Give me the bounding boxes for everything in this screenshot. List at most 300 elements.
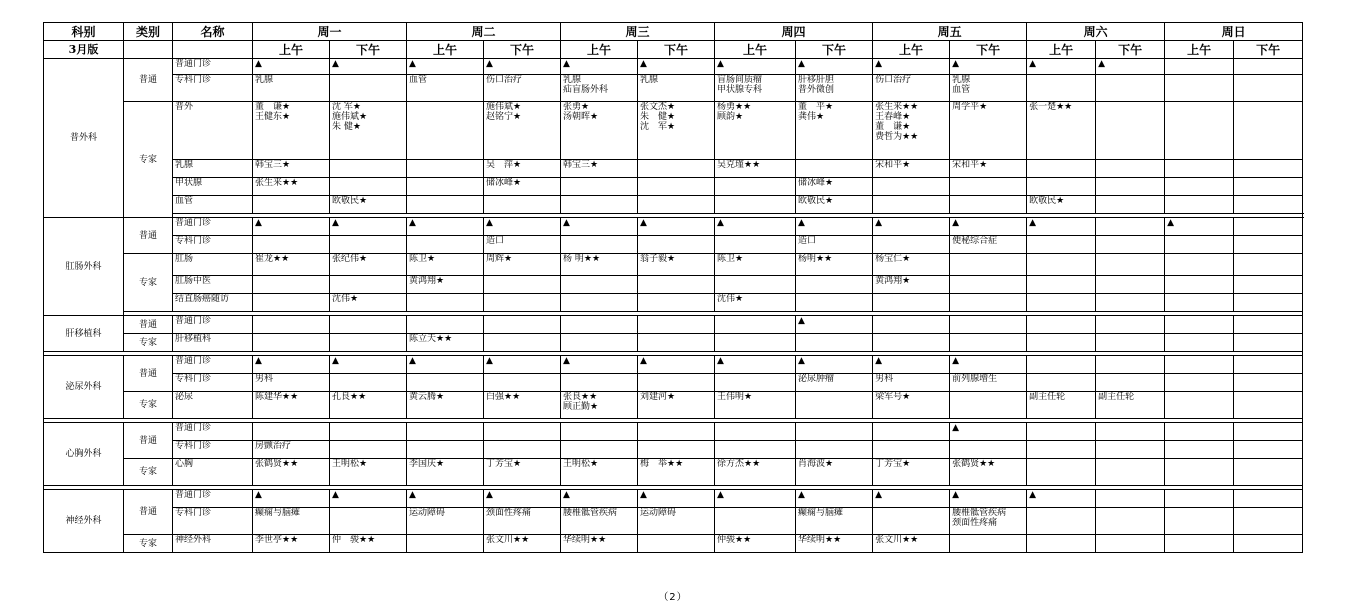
schedule-cell xyxy=(1027,160,1096,178)
clinic-name-cell: 专科门诊 xyxy=(173,441,253,459)
schedule-cell xyxy=(638,441,715,459)
category-cell: 专家 xyxy=(124,334,173,352)
schedule-cell xyxy=(873,196,950,214)
general-clinic-marker: ▲ xyxy=(1027,490,1096,508)
header-am: 上午 xyxy=(1027,41,1096,59)
schedule-cell xyxy=(1027,459,1096,486)
general-clinic-marker: ▲ xyxy=(407,490,484,508)
schedule-cell xyxy=(330,178,407,196)
schedule-cell: 杨宝仁★ xyxy=(873,254,950,276)
schedule-cell: 张文川★★ xyxy=(873,535,950,553)
table-row xyxy=(44,102,1303,160)
general-clinic-marker: ▲ xyxy=(330,356,407,374)
clinic-name-cell: 普外 xyxy=(173,102,253,160)
schedule-cell xyxy=(484,276,561,294)
table-row xyxy=(44,236,1303,254)
category-cell: 普通 xyxy=(124,490,173,535)
table-row xyxy=(44,316,1303,334)
schedule-cell xyxy=(1096,459,1165,486)
schedule-cell: 肝移肝胆 普外微创 xyxy=(796,75,873,102)
schedule-cell xyxy=(873,236,950,254)
general-clinic-marker: ▲ xyxy=(950,218,1027,236)
table-row xyxy=(44,392,1303,419)
schedule-cell: 张生来★★ xyxy=(253,178,330,196)
schedule-cell xyxy=(873,294,950,312)
schedule-cell xyxy=(561,276,638,294)
schedule-cell: 华续明★★ xyxy=(561,535,638,553)
schedule-cell xyxy=(330,160,407,178)
schedule-cell: 梁军号★ xyxy=(873,392,950,419)
schedule-cell xyxy=(873,508,950,535)
schedule-cell xyxy=(1027,75,1096,102)
header-day: 周二 xyxy=(407,23,561,41)
schedule-cell xyxy=(1027,236,1096,254)
header-row-halfday xyxy=(44,41,1303,59)
table-row xyxy=(44,356,1303,374)
general-clinic-marker: ▲ xyxy=(253,356,330,374)
header-pm: 下午 xyxy=(484,41,561,59)
schedule-cell: 李国庆★ xyxy=(407,459,484,486)
schedule-cell xyxy=(407,423,484,441)
schedule-cell xyxy=(253,294,330,312)
schedule-cell: 陈建华★★ xyxy=(253,392,330,419)
schedule-cell xyxy=(715,316,796,334)
header-row-days xyxy=(44,23,1303,41)
schedule-cell xyxy=(638,276,715,294)
schedule-cell: 欧敬民★ xyxy=(796,196,873,214)
clinic-name-cell: 结直肠癌随访 xyxy=(173,294,253,312)
header-day: 周一 xyxy=(253,23,407,41)
clinic-name-cell: 普通门诊 xyxy=(173,316,253,334)
table-row xyxy=(44,196,1303,214)
schedule-cell xyxy=(1234,508,1303,535)
general-clinic-marker: ▲ xyxy=(873,218,950,236)
schedule-cell xyxy=(638,196,715,214)
schedule-cell xyxy=(1096,316,1165,334)
general-clinic-marker: ▲ xyxy=(715,490,796,508)
schedule-cell: 施伟斌★ 赵铭宁★ xyxy=(484,102,561,160)
schedule-cell: 陈卫★ xyxy=(407,254,484,276)
schedule-cell xyxy=(1165,160,1234,178)
schedule-cell xyxy=(407,441,484,459)
schedule-cell: 李世亭★★ xyxy=(253,535,330,553)
schedule-cell xyxy=(950,535,1027,553)
schedule-cell xyxy=(1096,75,1165,102)
general-clinic-marker: ▲ xyxy=(253,218,330,236)
schedule-cell: 副主任轮 xyxy=(1096,392,1165,419)
header-day: 周五 xyxy=(873,23,1027,41)
schedule-cell xyxy=(484,423,561,441)
schedule-cell: 男科 xyxy=(873,374,950,392)
schedule-cell xyxy=(1165,374,1234,392)
schedule-cell: 黄鸿翔★ xyxy=(407,276,484,294)
schedule-cell xyxy=(561,374,638,392)
schedule-cell xyxy=(950,294,1027,312)
schedule-cell: 丁芳宝★ xyxy=(484,459,561,486)
header-cat: 类别 xyxy=(124,23,173,41)
table-row xyxy=(44,334,1303,352)
schedule-cell: 血管 xyxy=(407,75,484,102)
general-clinic-marker: ▲ xyxy=(873,59,950,75)
schedule-cell xyxy=(1096,535,1165,553)
schedule-cell xyxy=(561,423,638,441)
schedule-cell xyxy=(1234,392,1303,419)
schedule-cell xyxy=(715,508,796,535)
category-cell: 普通 xyxy=(124,316,173,334)
schedule-cell xyxy=(638,423,715,441)
schedule-cell xyxy=(796,392,873,419)
schedule-cell: 黄鸿翔★ xyxy=(873,276,950,294)
schedule-cell: 泌尿肿瘤 xyxy=(796,374,873,392)
schedule-cell xyxy=(950,276,1027,294)
general-clinic-marker: ▲ xyxy=(1027,218,1096,236)
schedule-cell: 韩宝三★ xyxy=(561,160,638,178)
schedule-cell: 韩宝三★ xyxy=(253,160,330,178)
schedule-cell: 周学平★ xyxy=(950,102,1027,160)
schedule-cell xyxy=(1027,254,1096,276)
category-cell: 普通 xyxy=(124,218,173,254)
schedule-cell: 徐方杰★★ xyxy=(715,459,796,486)
schedule-cell xyxy=(1165,356,1234,374)
schedule-cell: 乳腺 xyxy=(253,75,330,102)
schedule-cell xyxy=(1096,102,1165,160)
schedule-cell xyxy=(330,374,407,392)
general-clinic-marker: ▲ xyxy=(873,490,950,508)
schedule-cell xyxy=(1165,423,1234,441)
schedule-cell: 乳腺 血管 xyxy=(950,75,1027,102)
schedule-cell xyxy=(1234,254,1303,276)
schedule-cell xyxy=(1165,294,1234,312)
category-cell: 专家 xyxy=(124,254,173,312)
header-pm: 下午 xyxy=(330,41,407,59)
schedule-cell xyxy=(638,535,715,553)
table-row xyxy=(44,508,1303,535)
schedule-cell: 杨明★★ xyxy=(796,254,873,276)
schedule-cell xyxy=(1096,423,1165,441)
schedule-cell: 张勇★ 汤朝晖★ xyxy=(561,102,638,160)
schedule-cell: 王伟明★ xyxy=(715,392,796,419)
schedule-cell xyxy=(253,423,330,441)
clinic-name-cell: 专科门诊 xyxy=(173,236,253,254)
schedule-cell xyxy=(1234,334,1303,352)
clinic-name-cell: 普通门诊 xyxy=(173,490,253,508)
general-clinic-marker: ▲ xyxy=(638,490,715,508)
schedule-cell: 造口 xyxy=(484,236,561,254)
clinic-name-cell: 肝移植科 xyxy=(173,334,253,352)
header-day: 周四 xyxy=(715,23,873,41)
general-clinic-marker: ▲ xyxy=(873,356,950,374)
schedule-cell: 杨勇★★ 顾韵★ xyxy=(715,102,796,160)
table-row xyxy=(44,535,1303,553)
category-cell: 专家 xyxy=(124,102,173,218)
header-blank xyxy=(124,41,173,59)
schedule-cell xyxy=(561,441,638,459)
header-am: 上午 xyxy=(1165,41,1234,59)
table-row xyxy=(44,276,1303,294)
schedule-cell xyxy=(407,535,484,553)
header-pm: 下午 xyxy=(950,41,1027,59)
schedule-cell xyxy=(715,178,796,196)
schedule-cell xyxy=(1165,490,1234,508)
schedule-cell xyxy=(484,374,561,392)
schedule-cell xyxy=(1165,334,1234,352)
schedule-cell xyxy=(1096,254,1165,276)
schedule-cell xyxy=(253,316,330,334)
clinic-name-cell: 专科门诊 xyxy=(173,508,253,535)
schedule-cell xyxy=(1234,423,1303,441)
schedule-cell: 陈立天★★ xyxy=(407,334,484,352)
schedule-cell: 男科 xyxy=(253,374,330,392)
general-clinic-marker: ▲ xyxy=(407,356,484,374)
header-pm: 下午 xyxy=(638,41,715,59)
schedule-cell xyxy=(1165,75,1234,102)
general-clinic-marker: ▲ xyxy=(484,218,561,236)
schedule-cell: 沈伟★ xyxy=(715,294,796,312)
schedule-cell xyxy=(253,334,330,352)
department-cell: 普外科 xyxy=(44,59,124,218)
schedule-cell: 梅 举★★ xyxy=(638,459,715,486)
schedule-cell xyxy=(950,441,1027,459)
schedule-cell xyxy=(1165,459,1234,486)
schedule-cell xyxy=(1165,535,1234,553)
general-clinic-marker: ▲ xyxy=(407,218,484,236)
header-am: 上午 xyxy=(561,41,638,59)
schedule-cell xyxy=(1027,178,1096,196)
schedule-cell xyxy=(715,423,796,441)
schedule-cell xyxy=(638,160,715,178)
schedule-cell: 腰椎骶管疾病 颈面性疼痛 xyxy=(950,508,1027,535)
schedule-cell xyxy=(796,334,873,352)
department-cell: 神经外科 xyxy=(44,490,124,553)
schedule-cell xyxy=(715,334,796,352)
schedule-cell: 吴 萍★ xyxy=(484,160,561,178)
general-clinic-marker: ▲ xyxy=(1165,218,1234,236)
schedule-cell: 前列腺增生 xyxy=(950,374,1027,392)
header-day: 周三 xyxy=(561,23,715,41)
header-pm: 下午 xyxy=(1234,41,1303,59)
schedule-cell xyxy=(1027,508,1096,535)
schedule-cell xyxy=(950,392,1027,419)
schedule-cell: 欧敬民★ xyxy=(1027,196,1096,214)
general-clinic-marker: ▲ xyxy=(715,356,796,374)
general-clinic-marker: ▲ xyxy=(561,59,638,75)
schedule-cell: 运动障碍 xyxy=(407,508,484,535)
schedule-cell xyxy=(638,334,715,352)
general-clinic-marker: ▲ xyxy=(561,356,638,374)
page-number: （2） xyxy=(658,592,688,603)
schedule-cell xyxy=(1234,356,1303,374)
schedule-cell xyxy=(561,196,638,214)
general-clinic-marker: ▲ xyxy=(638,356,715,374)
schedule-cell xyxy=(796,441,873,459)
schedule-cell: 储冰峰★ xyxy=(484,178,561,196)
header-am: 上午 xyxy=(715,41,796,59)
schedule-cell xyxy=(1096,374,1165,392)
schedule-cell: 张一楚★★ xyxy=(1027,102,1096,160)
clinic-name-cell: 专科门诊 xyxy=(173,75,253,102)
schedule-cell xyxy=(330,276,407,294)
schedule-cell xyxy=(715,196,796,214)
schedule-cell xyxy=(330,441,407,459)
schedule-cell xyxy=(1027,441,1096,459)
schedule-cell xyxy=(1096,334,1165,352)
schedule-cell xyxy=(1165,441,1234,459)
department-cell: 泌尿外科 xyxy=(44,356,124,419)
schedule-cell xyxy=(561,178,638,196)
general-clinic-marker: ▲ xyxy=(796,218,873,236)
schedule-cell xyxy=(484,316,561,334)
schedule-cell xyxy=(950,316,1027,334)
clinic-name-cell: 专科门诊 xyxy=(173,374,253,392)
schedule-cell: 癫痫与脑瘫 xyxy=(253,508,330,535)
schedule-cell xyxy=(1234,535,1303,553)
schedule-cell xyxy=(1027,535,1096,553)
header-am: 上午 xyxy=(253,41,330,59)
schedule-cell xyxy=(330,316,407,334)
schedule-cell xyxy=(407,196,484,214)
schedule-cell xyxy=(1165,59,1234,75)
schedule-cell xyxy=(1234,490,1303,508)
clinic-name-cell: 甲状腺 xyxy=(173,178,253,196)
department-cell: 心胸外科 xyxy=(44,423,124,486)
schedule-cell xyxy=(1165,236,1234,254)
schedule-cell xyxy=(1096,178,1165,196)
schedule-cell xyxy=(484,441,561,459)
schedule-cell: 黄云腾★ xyxy=(407,392,484,419)
schedule-cell xyxy=(873,334,950,352)
schedule-cell xyxy=(1165,316,1234,334)
schedule-cell xyxy=(1234,294,1303,312)
schedule-cell xyxy=(330,334,407,352)
schedule-cell: 癫痫与脑瘫 xyxy=(796,508,873,535)
header-name: 名称 xyxy=(173,23,253,41)
header-pm: 下午 xyxy=(796,41,873,59)
schedule-cell: 王明松★ xyxy=(561,459,638,486)
clinic-name-cell: 普通门诊 xyxy=(173,356,253,374)
schedule-cell xyxy=(1096,490,1165,508)
schedule-cell xyxy=(1234,374,1303,392)
month-edition: 3月版 xyxy=(44,41,124,59)
table-row xyxy=(44,423,1303,441)
schedule-cell xyxy=(561,316,638,334)
schedule-cell xyxy=(1027,374,1096,392)
table-row xyxy=(44,459,1303,486)
schedule-cell: 张文川★★ xyxy=(484,535,561,553)
schedule-cell xyxy=(1234,59,1303,75)
table-row xyxy=(44,59,1303,75)
general-clinic-marker: ▲ xyxy=(1027,59,1096,75)
schedule-cell xyxy=(873,441,950,459)
schedule-cell xyxy=(561,236,638,254)
schedule-cell: 孔良★★ xyxy=(330,392,407,419)
schedule-cell xyxy=(1027,276,1096,294)
schedule-cell: 董 平★ 龚伟★ xyxy=(796,102,873,160)
schedule-cell: 周辉★ xyxy=(484,254,561,276)
schedule-cell: 便秘综合症 xyxy=(950,236,1027,254)
clinic-name-cell: 血管 xyxy=(173,196,253,214)
schedule-cell xyxy=(796,423,873,441)
schedule-cell xyxy=(484,294,561,312)
schedule-cell xyxy=(561,294,638,312)
schedule-cell: 伤口治疗 xyxy=(484,75,561,102)
schedule-cell xyxy=(407,294,484,312)
general-clinic-marker: ▲ xyxy=(484,356,561,374)
schedule-cell xyxy=(873,423,950,441)
table-row xyxy=(44,178,1303,196)
schedule-cell xyxy=(407,316,484,334)
table-row xyxy=(44,294,1303,312)
clinic-name-cell: 肛肠 xyxy=(173,254,253,276)
schedule-cell xyxy=(1027,294,1096,312)
general-clinic-marker: ▲ xyxy=(561,218,638,236)
schedule-cell xyxy=(1096,356,1165,374)
schedule-cell xyxy=(1096,294,1165,312)
table-row xyxy=(44,218,1303,236)
schedule-cell xyxy=(1096,160,1165,178)
header-am: 上午 xyxy=(873,41,950,59)
schedule-cell xyxy=(1165,196,1234,214)
schedule-cell: 沈伟★ xyxy=(330,294,407,312)
schedule-cell: 崔龙★★ xyxy=(253,254,330,276)
general-clinic-marker: ▲ xyxy=(330,218,407,236)
schedule-cell xyxy=(1234,218,1303,236)
schedule-cell xyxy=(407,374,484,392)
clinic-name-cell: 心胸 xyxy=(173,459,253,486)
schedule-cell xyxy=(796,160,873,178)
table-row xyxy=(44,490,1303,508)
general-clinic-marker: ▲ xyxy=(950,423,1027,441)
category-cell: 普通 xyxy=(124,59,173,102)
table-row xyxy=(44,374,1303,392)
schedule-cell xyxy=(715,276,796,294)
schedule-cell: 房颤治疗 xyxy=(253,441,330,459)
clinic-name-cell: 普通门诊 xyxy=(173,423,253,441)
header-pm: 下午 xyxy=(1096,41,1165,59)
general-clinic-marker: ▲ xyxy=(950,356,1027,374)
schedule-cell xyxy=(1234,276,1303,294)
general-clinic-marker: ▲ xyxy=(407,59,484,75)
schedule-cell: 刘建河★ xyxy=(638,392,715,419)
department-cell: 肛肠外科 xyxy=(44,218,124,316)
schedule-cell xyxy=(1165,254,1234,276)
schedule-cell xyxy=(253,196,330,214)
schedule-cell xyxy=(1096,196,1165,214)
header-day: 周日 xyxy=(1165,23,1303,41)
clinic-name-cell: 泌尿 xyxy=(173,392,253,419)
category-cell: 普通 xyxy=(124,423,173,459)
general-clinic-marker: ▲ xyxy=(796,356,873,374)
schedule-cell xyxy=(1027,316,1096,334)
schedule-cell: 张鹤贤★★ xyxy=(253,459,330,486)
schedule-cell xyxy=(715,374,796,392)
schedule-cell xyxy=(1096,236,1165,254)
schedule-cell xyxy=(1096,508,1165,535)
schedule-cell xyxy=(407,160,484,178)
clinic-name-cell: 乳腺 xyxy=(173,160,253,178)
general-clinic-marker: ▲ xyxy=(253,59,330,75)
schedule-cell xyxy=(950,254,1027,276)
table-row xyxy=(44,254,1303,276)
schedule-cell xyxy=(1096,276,1165,294)
schedule-cell xyxy=(638,374,715,392)
schedule-cell xyxy=(561,334,638,352)
schedule-cell: 宋和平★ xyxy=(873,160,950,178)
schedule-cell: 华续明★★ xyxy=(796,535,873,553)
general-clinic-marker: ▲ xyxy=(796,490,873,508)
schedule-cell: 杨 明★★ xyxy=(561,254,638,276)
schedule-cell xyxy=(1234,178,1303,196)
schedule-cell xyxy=(1165,508,1234,535)
